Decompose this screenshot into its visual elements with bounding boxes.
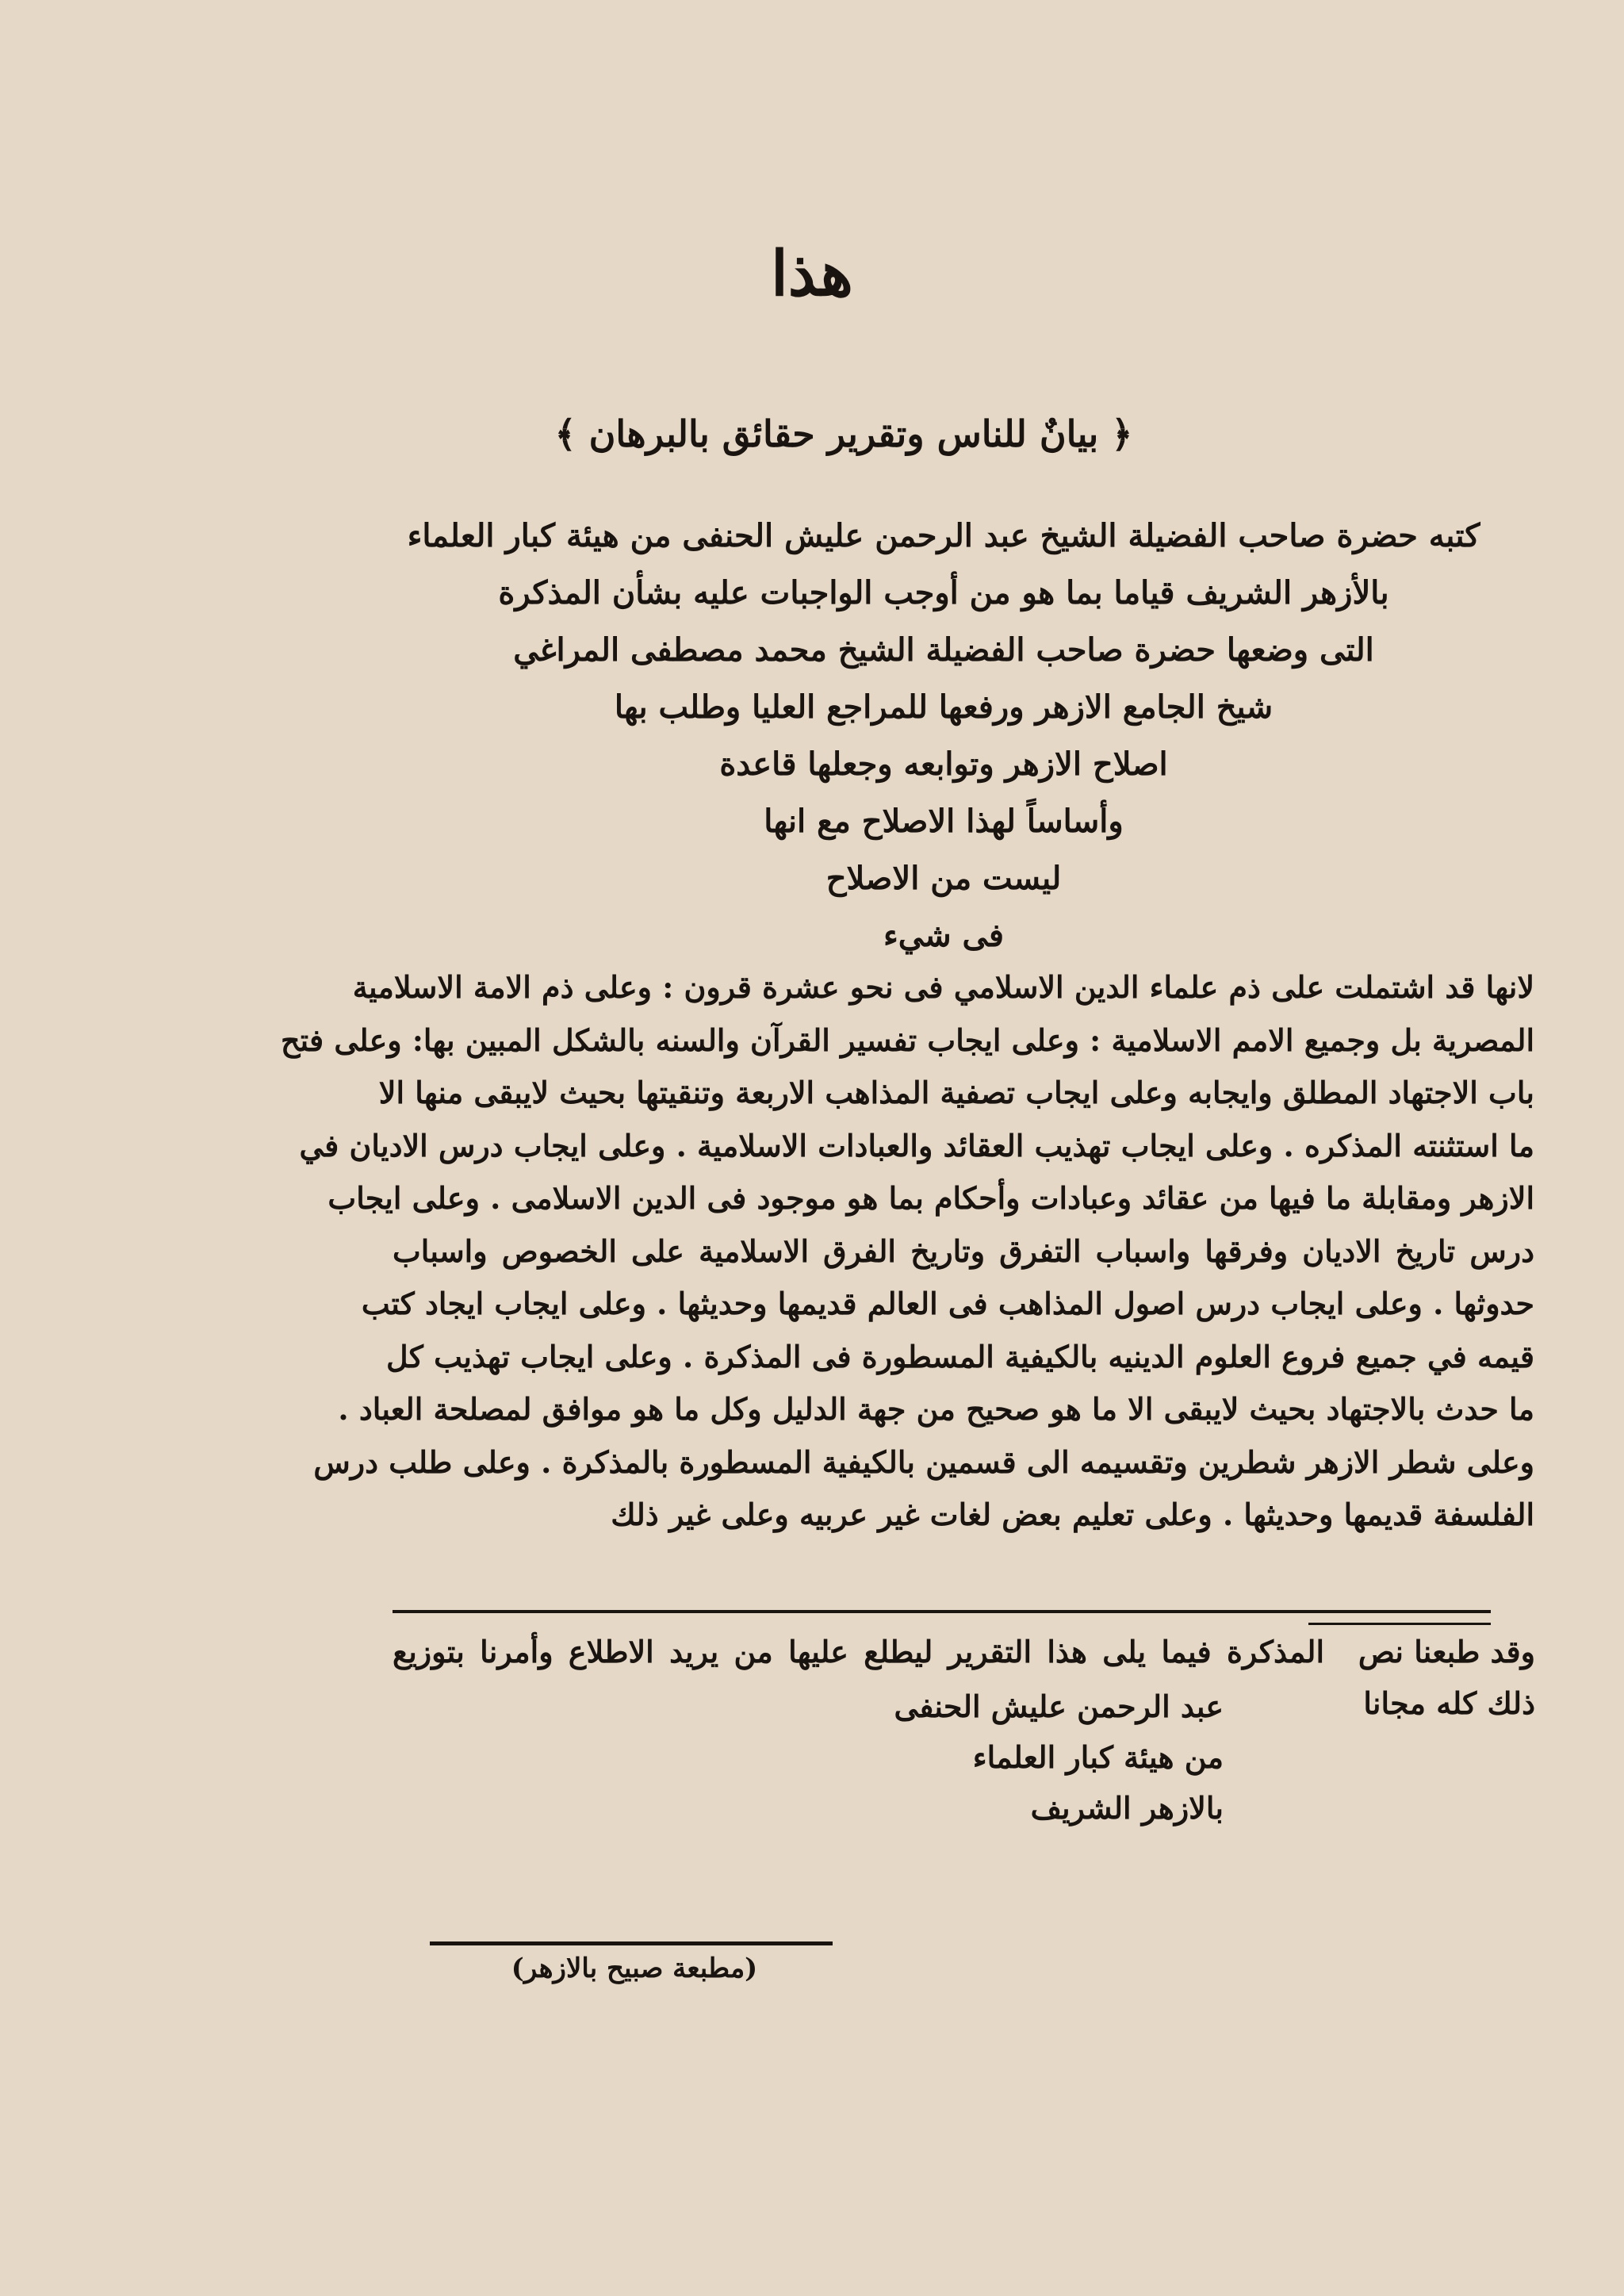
intro-line: شيخ الجامع الازهر ورفعها للمراجع العليا وطلب بها <box>614 688 1274 726</box>
body-line: لانها قد اشتملت على ذم علماء الدين الاسلامي فى نحو عشرة قرون : وعلى ذم الامة الاسلامية <box>352 969 1534 1005</box>
intro-line: ليست من الاصلاح <box>825 860 1062 897</box>
document-subtitle: ﴿ بيانٌ للناس وتقرير حقائق بالبرهان ﴾ <box>554 412 1133 455</box>
body-line: الفلسفة قديمها وحديثها . وعلى تعليم بعض لغات غير عربيه وعلى غير ذلك <box>611 1497 1534 1532</box>
divider-rule <box>393 1610 1491 1613</box>
note-side-text: وقد طبعنا نص <box>1358 1634 1535 1669</box>
press-divider <box>430 1941 833 1945</box>
signature-line: بالازهر الشريف <box>1030 1790 1224 1826</box>
body-line: ما حدث بالاجتهاد بحيث لايبقى الا ما هو صحيح من جهة الدليل وكل ما هو موافق لمصلحة العباد . <box>338 1391 1534 1427</box>
intro-line: وأساساً لهذا الاصلاح مع انها <box>764 803 1124 840</box>
signature-block <box>894 1681 1224 1834</box>
intro-line: فى شيء <box>883 917 1005 954</box>
intro-line: التى وضعها حضرة صاحب الفضيلة الشيخ محمد مصطفى المراغي <box>513 631 1374 669</box>
signature-line: من هيئة كبار العلماء <box>972 1739 1224 1775</box>
note-side-text: ذلك كله مجانا <box>1363 1685 1535 1721</box>
body-line: وعلى شطر الازهر شطرين وتقسيمه الى قسمين بالكيفية المسطورة بالمذكرة . وعلى طلب درس <box>313 1443 1534 1480</box>
note-main-text: المذكرة فيما يلى هذا التقرير ليطلع عليها من يريد الاطلاع وأمرنا بتوزيع <box>393 1634 1324 1669</box>
document-title: هذا <box>771 238 853 310</box>
body-paragraph <box>280 961 1534 1542</box>
signature-line: عبد الرحمن عليش الحنفى <box>894 1688 1224 1724</box>
body-line: قيمه في جميع فروع العلوم الدينيه بالكيفية المسطورة فى المذكرة . وعلى ايجاب تهذيب كل <box>386 1338 1534 1374</box>
intro-line: اصلاح الازهر وتوابعه وجعلها قاعدة <box>719 746 1168 783</box>
intro-line: بالأزهر الشريف قياما بما هو من أوجب الواجبات عليه بشأن المذكرة <box>498 574 1389 611</box>
body-line: حدوثها . وعلى ايجاب درس اصول المذاهب فى العالم قديمها وحديثها . وعلى ايجاب ايجاد كتب <box>361 1286 1534 1321</box>
body-line: باب الاجتهاد المطلق وايجابه وعلى ايجاب تصفية المذاهب الاربعة وتنقيتها بحيث لايبقى منها الا <box>378 1075 1534 1110</box>
press-name: (مطبعة صبيح بالازهر) <box>511 1953 758 1984</box>
body-line: درس تاريخ الاديان وفرقها واسباب التفرق وتاريخ الفرق الاسلامية على الخصوص واسباب <box>393 1232 1534 1269</box>
body-line: الازهر ومقابلة ما فيها من عقائد وعبادات وأحكام بما هو موجود فى الدين الاسلامى . وعلى ايجاب <box>327 1180 1534 1216</box>
body-line: ما استثنته المذكره . وعلى ايجاب تهذيب العقائد والعبادات الاسلامية . وعلى ايجاب درس الاديان في <box>299 1127 1534 1163</box>
intro-line: كتبه حضرة صاحب الفضيلة الشيخ عبد الرحمن عليش الحنفى من هيئة كبار العلماء <box>407 517 1480 554</box>
divider-rule-short <box>1308 1623 1491 1625</box>
intro-block <box>381 508 1507 964</box>
body-line: المصرية بل وجميع الامم الاسلامية : وعلى ايجاب تفسير القرآن والسنه بالشكل المبين بها: وعلى فتح <box>280 1022 1534 1058</box>
